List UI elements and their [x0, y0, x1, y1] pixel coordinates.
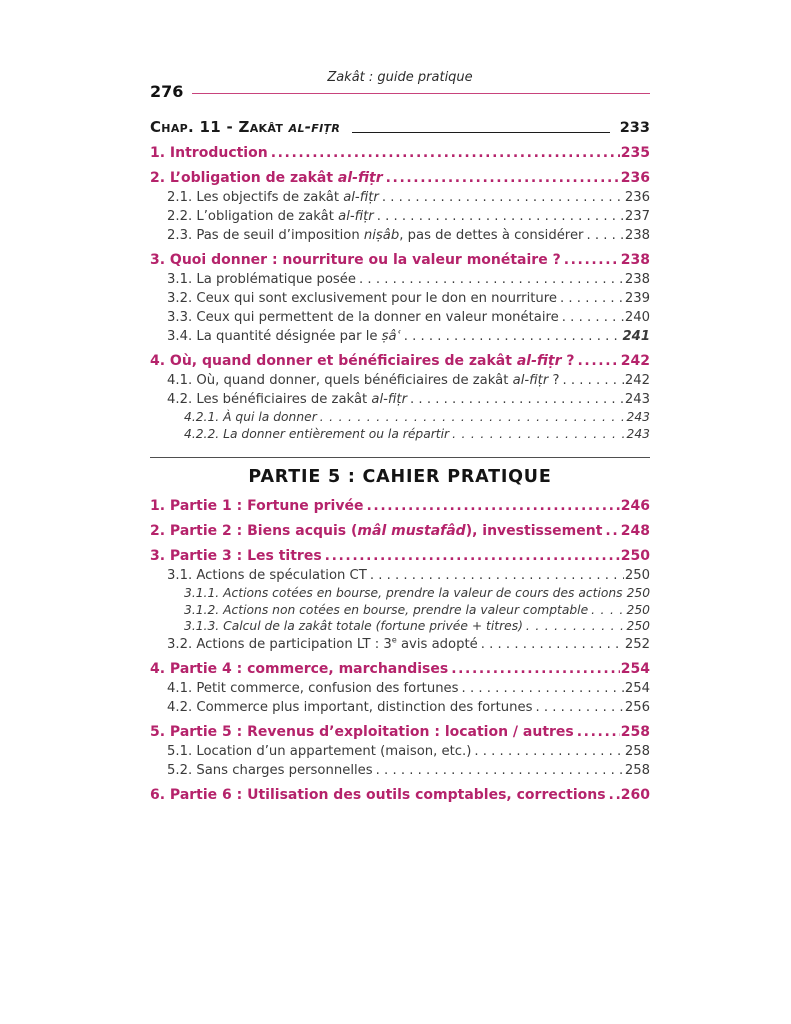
- toc-entry: [150, 722, 650, 742]
- toc-entry: [150, 188, 650, 207]
- running-title: Zakât : guide pratique: [327, 70, 473, 85]
- dot-leader: [271, 143, 620, 163]
- dot-leader: [462, 679, 624, 698]
- toc-entry-page: 258: [624, 743, 650, 759]
- toc-entry: [150, 635, 650, 654]
- text-segment: 4.2.1. À qui la donner: [184, 410, 317, 425]
- toc-entry-page: 250: [620, 548, 650, 565]
- text-segment: 3.4. La quantité désignée par le: [167, 329, 382, 345]
- toc-entry: [150, 546, 650, 566]
- text-segment: 3.2. Actions de participation LT : 3: [167, 636, 392, 652]
- dot-leader: [359, 270, 624, 289]
- toc-entry-page: 235: [620, 145, 650, 162]
- dot-leader: [320, 409, 626, 426]
- toc-entry: [150, 426, 650, 443]
- toc-entry-page: 252: [624, 636, 650, 652]
- text-segment: 5.2. Sans charges personnelles: [167, 762, 373, 778]
- toc-entry: [150, 585, 650, 602]
- dot-leader: [366, 496, 619, 516]
- toc-entry-page: 256: [624, 699, 650, 715]
- text-segment: 4.2. Les bénéficiaires de zakât: [167, 392, 372, 408]
- dot-leader: [386, 168, 620, 188]
- chapter-heading-label: [150, 118, 340, 136]
- toc-entry-page: 250: [626, 602, 650, 617]
- text-segment: al-fiṭr: [338, 209, 374, 225]
- toc-entry-label: [167, 371, 559, 390]
- text-segment: ṣâʿ: [381, 329, 401, 345]
- toc-entry: [150, 618, 650, 635]
- toc-entry-page: 242: [624, 373, 650, 389]
- toc-entry: [150, 566, 650, 585]
- dot-leader: [452, 426, 625, 443]
- toc-entry: [150, 761, 650, 780]
- dot-leader: [404, 327, 622, 346]
- toc-entry-page: 243: [626, 410, 650, 425]
- text-segment: 2.3. Pas de seuil d’imposition: [167, 228, 364, 244]
- toc-entry: [150, 698, 650, 717]
- toc-entry: [150, 143, 650, 163]
- toc-entry-label: [167, 188, 379, 207]
- toc-entry-page: 248: [620, 523, 650, 540]
- toc-entry: [150, 521, 650, 541]
- page-content: [150, 70, 650, 805]
- text-segment: 2.1. Les objectifs de zakât: [167, 190, 344, 206]
- part-heading: PARTIE 5 : CAHIER PRATIQUE: [248, 467, 552, 488]
- toc-entry-label: [167, 289, 557, 308]
- text-segment: 3.1.3. Calcul de la zakât totale (fortune privée + titres): [184, 619, 523, 634]
- text-segment: 4.1. Où, quand donner, quels bénéficiaires de zakât: [167, 373, 513, 389]
- toc-entry-page: 258: [620, 723, 650, 740]
- toc-entry: [150, 785, 650, 805]
- text-segment: 3.3. Ceux qui permettent de la donner en valeur monétaire: [167, 310, 559, 326]
- toc-entry-label: [184, 602, 588, 619]
- dot-leader: [578, 351, 620, 371]
- text-segment: 2. L’obligation de zakât: [150, 170, 338, 187]
- toc-entry-label: [167, 308, 559, 327]
- toc-entry: [150, 308, 650, 327]
- toc-entry-label: [150, 168, 383, 188]
- toc-entry-label: [150, 785, 606, 805]
- toc-entry-label: [184, 618, 523, 635]
- toc-entry-label: [150, 722, 574, 742]
- toc-entry-page: 250: [626, 619, 650, 634]
- text-segment: 1. Partie 1 : Fortune privée: [150, 498, 364, 515]
- dot-leader: [376, 761, 624, 780]
- toc-entry-label: [167, 742, 471, 761]
- toc-entry-page: 239: [624, 291, 650, 307]
- text-segment: niṣâb: [363, 228, 400, 244]
- dot-leader: [325, 546, 620, 566]
- toc-entry-label: [167, 390, 407, 409]
- text-segment: , pas de dettes à considérer: [399, 228, 584, 244]
- text-segment: 5. Partie 5 : Revenus d’exploitation : location / autres: [150, 723, 574, 740]
- toc-entry: [150, 351, 650, 371]
- text-segment: 3.1. La problématique posée: [167, 272, 357, 288]
- dot-leader: [562, 308, 624, 327]
- toc-entry-label: [150, 546, 322, 566]
- text-segment: al-fiṭr: [337, 170, 383, 187]
- toc-entry: [150, 409, 650, 426]
- toc-entry-page: 242: [620, 353, 650, 370]
- toc-entry-label: [167, 679, 459, 698]
- toc-entry-page: 241: [622, 329, 650, 345]
- dot-leader: [605, 521, 619, 541]
- dot-leader: [410, 390, 624, 409]
- text-segment: ?: [561, 353, 575, 370]
- chapter-heading-rule: [352, 132, 610, 133]
- text-segment: 4.1. Petit commerce, confusion des fortunes: [167, 680, 459, 696]
- toc-entry-label: [167, 327, 401, 346]
- toc-entry-label: [150, 659, 448, 679]
- toc-entry: [150, 371, 650, 390]
- toc-entry: [150, 679, 650, 698]
- toc-entry-page: 237: [624, 209, 650, 225]
- toc-entry: [150, 742, 650, 761]
- toc-entry-label: [167, 207, 374, 226]
- text-segment: al-fiṭr: [516, 353, 562, 370]
- dot-leader: [591, 602, 625, 619]
- toc-entry-page: 238: [624, 228, 650, 244]
- toc-entry-label: [167, 566, 367, 585]
- text-segment: 3. Quoi donner : nourriture ou la valeur monétaire ?: [150, 252, 561, 269]
- dot-leader: [564, 250, 620, 270]
- toc-entry-page: 260: [620, 786, 650, 803]
- toc-entry: [150, 327, 650, 346]
- text-segment: 4. Partie 4 : commerce, marchandises: [150, 660, 449, 677]
- text-segment: 2. Partie 2 : Biens acquis (: [150, 523, 358, 540]
- toc-entry: [150, 207, 650, 226]
- chapter-heading: [150, 118, 650, 136]
- toc-entry-label: [150, 250, 561, 270]
- text-segment: ), investissement: [465, 523, 603, 540]
- text-segment: 5.1. Location d’un appartement (maison, etc.): [167, 743, 472, 759]
- toc-entry-label: [150, 143, 268, 163]
- part-toc: [150, 496, 650, 805]
- dot-leader: [609, 785, 620, 805]
- toc-entry-page: 236: [624, 190, 650, 206]
- text-segment: 3. Partie 3 : Les titres: [150, 548, 322, 565]
- text-segment: e: [391, 634, 397, 645]
- toc-entry-label: [184, 585, 623, 602]
- text-segment: 4.2.2. La donner entièrement ou la répartir: [184, 426, 450, 441]
- text-segment: 3.1.1. Actions cotées en bourse, prendre la valeur de cours des actions: [184, 586, 623, 601]
- dot-leader: [562, 371, 623, 390]
- dot-leader: [377, 207, 624, 226]
- dot-leader: [370, 566, 624, 585]
- toc-entry: [150, 250, 650, 270]
- text-segment: 3.1. Actions de spéculation CT: [167, 568, 367, 584]
- toc-entry-label: [150, 351, 575, 371]
- toc-entry: [150, 168, 650, 188]
- text-segment: 3.1.2. Actions non cotées en bourse, prendre la valeur comptable: [184, 602, 589, 617]
- toc-entry-page: 243: [624, 392, 650, 408]
- page-header: [150, 70, 650, 101]
- toc-entry-page: 254: [624, 680, 650, 696]
- toc-entry-label: [167, 698, 532, 717]
- page-number: 276: [150, 82, 184, 101]
- toc-entry-label: [184, 409, 317, 426]
- dot-leader: [481, 635, 624, 654]
- toc-entry: [150, 602, 650, 619]
- toc-entry-page: 240: [624, 310, 650, 326]
- dot-leader: [451, 659, 620, 679]
- toc-entry-label: [167, 635, 478, 654]
- toc-entry-page: 238: [624, 272, 650, 288]
- text-segment: 3.2. Ceux qui sont exclusivement pour le don en nourriture: [167, 291, 558, 307]
- toc-entry-label: [150, 496, 363, 516]
- text-segment: al-fiṭr: [288, 118, 341, 137]
- text-segment: mâl mustafâd: [357, 523, 466, 540]
- text-segment: 4. Où, quand donner et bénéficiaires de zakât: [150, 353, 517, 370]
- toc-entry-label: [150, 521, 602, 541]
- chapter-heading-page: 233: [619, 120, 650, 137]
- toc-entry: [150, 270, 650, 289]
- toc-entry: [150, 390, 650, 409]
- dot-leader: [382, 188, 624, 207]
- toc-entry: [150, 496, 650, 516]
- toc-entry-page: 236: [620, 170, 650, 187]
- dot-leader: [586, 226, 623, 245]
- chapter-toc: [150, 143, 650, 442]
- text-segment: Chap. 11 - Zakât: [150, 118, 289, 137]
- toc-entry: [150, 226, 650, 245]
- toc-entry-page: 246: [620, 498, 650, 515]
- text-segment: al-fiṭr: [343, 190, 379, 206]
- text-segment: 1. Introduction: [150, 145, 268, 162]
- text-segment: avis adopté: [396, 636, 478, 652]
- toc-entry-label: [167, 270, 356, 289]
- dot-leader: [526, 618, 626, 635]
- dot-leader: [474, 742, 623, 761]
- text-segment: ?: [548, 373, 560, 389]
- toc-entry-page: 238: [620, 252, 650, 269]
- text-segment: 2.2. L’obligation de zakât: [167, 209, 339, 225]
- toc-entry-label: [184, 426, 449, 443]
- text-segment: 4.2. Commerce plus important, distinction des fortunes: [167, 699, 533, 715]
- text-segment: 6. Partie 6 : Utilisation des outils comptables, corrections: [150, 786, 606, 803]
- toc-entry-label: [167, 226, 583, 245]
- toc-entry-label: [167, 761, 373, 780]
- toc-entry-page: 254: [620, 660, 650, 677]
- dot-leader: [560, 289, 624, 308]
- toc-entry: [150, 659, 650, 679]
- toc-entry-page: 243: [626, 426, 650, 441]
- dot-leader: [577, 722, 620, 742]
- toc-entry-page: 250: [624, 568, 650, 584]
- text-segment: al-fiṭr: [512, 373, 549, 389]
- part-separator-rule: [150, 457, 650, 458]
- toc-entry-page: 250: [626, 586, 651, 601]
- text-segment: al-fiṭr: [371, 392, 408, 408]
- toc-entry-page: 258: [624, 762, 650, 778]
- header-rule: [192, 93, 650, 94]
- dot-leader: [535, 698, 623, 717]
- toc-entry: [150, 289, 650, 308]
